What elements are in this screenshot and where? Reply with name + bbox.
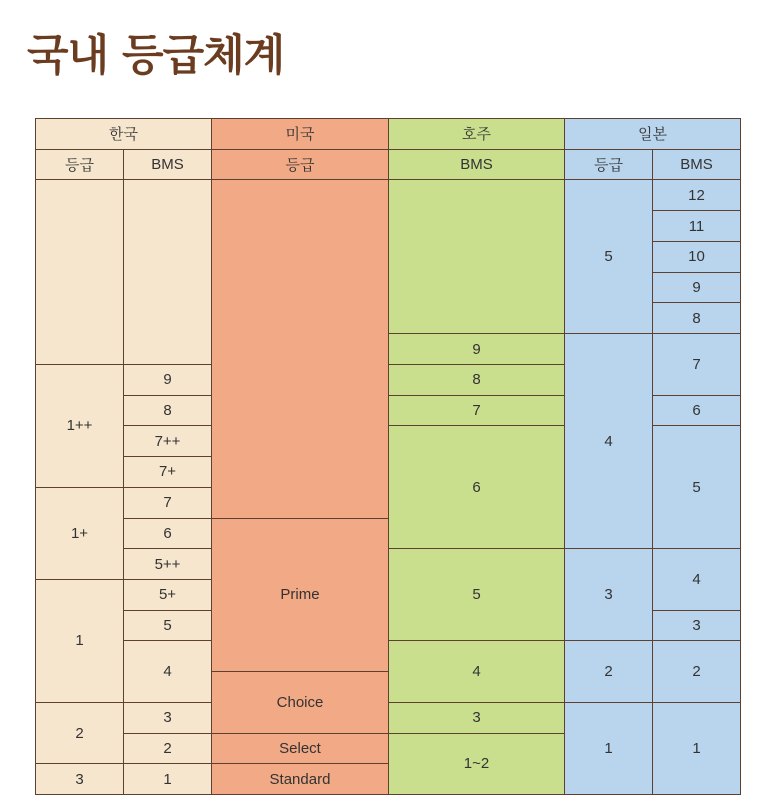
japan-bms-cell: 10 xyxy=(653,241,741,272)
japan-bms-cell: 8 xyxy=(653,303,741,334)
japan-bms-cell: 1 xyxy=(653,702,741,794)
japan-bms-cell: 4 xyxy=(653,549,741,610)
japan-grade-header: 등급 xyxy=(565,149,653,180)
australia-bms-cell: 1~2 xyxy=(389,733,565,794)
japan-bms-cell: 5 xyxy=(653,426,741,549)
usa-grade-empty xyxy=(212,180,389,518)
table-row xyxy=(36,641,741,672)
korea-bms-cell: 5+ xyxy=(124,580,212,611)
korea-bms-cell: 9 xyxy=(124,364,212,395)
japan-bms-cell: 7 xyxy=(653,334,741,395)
australia-bms-cell: 7 xyxy=(389,395,565,426)
japan-bms-cell: 6 xyxy=(653,395,741,426)
korea-bms-header: BMS xyxy=(124,149,212,180)
usa-grade-cell: Prime xyxy=(212,518,389,672)
japan-grade-cell: 4 xyxy=(565,334,653,549)
korea-grade-cell: 3 xyxy=(36,764,124,795)
korea-bms-cell: 5++ xyxy=(124,549,212,580)
korea-header: 한국 xyxy=(36,119,212,150)
japan-grade-cell: 3 xyxy=(565,549,653,641)
korea-grade-empty xyxy=(36,180,124,364)
korea-bms-cell: 2 xyxy=(124,733,212,764)
australia-bms-cell: 4 xyxy=(389,641,565,702)
korea-grade-cell: 1+ xyxy=(36,487,124,579)
table-row xyxy=(36,549,741,580)
japan-grade-cell: 2 xyxy=(565,641,653,702)
korea-bms-cell: 3 xyxy=(124,702,212,733)
korea-bms-cell: 5 xyxy=(124,610,212,641)
korea-bms-cell: 8 xyxy=(124,395,212,426)
korea-bms-cell: 7 xyxy=(124,487,212,518)
japan-bms-cell: 9 xyxy=(653,272,741,303)
subheader-row xyxy=(36,149,741,180)
korea-bms-cell: 7++ xyxy=(124,426,212,457)
korea-grade-cell: 1 xyxy=(36,580,124,703)
australia-bms-empty xyxy=(389,180,565,334)
page-title: 국내 등급체계 xyxy=(27,31,285,81)
australia-bms-cell: 9 xyxy=(389,334,565,365)
usa-header: 미국 xyxy=(212,119,389,150)
australia-bms-header: BMS xyxy=(389,149,565,180)
australia-header: 호주 xyxy=(389,119,565,150)
korea-bms-cell: 4 xyxy=(124,641,212,702)
usa-grade-cell: Select xyxy=(212,733,389,764)
australia-bms-cell: 6 xyxy=(389,426,565,549)
japan-bms-header: BMS xyxy=(653,149,741,180)
japan-grade-cell: 1 xyxy=(565,702,653,794)
korea-bms-empty xyxy=(124,180,212,364)
korea-grade-cell: 2 xyxy=(36,702,124,763)
korea-grade-cell: 1++ xyxy=(36,364,124,487)
japan-grade-cell: 5 xyxy=(565,180,653,334)
korea-bms-cell: 1 xyxy=(124,764,212,795)
japan-header: 일본 xyxy=(565,119,741,150)
australia-bms-cell: 3 xyxy=(389,702,565,733)
usa-grade-cell: Standard xyxy=(212,764,389,795)
table-row xyxy=(36,702,741,733)
grade-comparison-table xyxy=(35,118,741,795)
usa-grade-cell: Choice xyxy=(212,672,389,733)
korea-bms-cell: 7+ xyxy=(124,457,212,488)
table-row xyxy=(36,180,741,211)
korea-bms-cell: 6 xyxy=(124,518,212,549)
country-header-row xyxy=(36,119,741,150)
australia-bms-cell: 5 xyxy=(389,549,565,641)
japan-bms-cell: 3 xyxy=(653,610,741,641)
usa-grade-header: 등급 xyxy=(212,149,389,180)
japan-bms-cell: 11 xyxy=(653,211,741,242)
korea-grade-header: 등급 xyxy=(36,149,124,180)
japan-bms-cell: 2 xyxy=(653,641,741,702)
japan-bms-cell: 12 xyxy=(653,180,741,211)
australia-bms-cell: 8 xyxy=(389,364,565,395)
